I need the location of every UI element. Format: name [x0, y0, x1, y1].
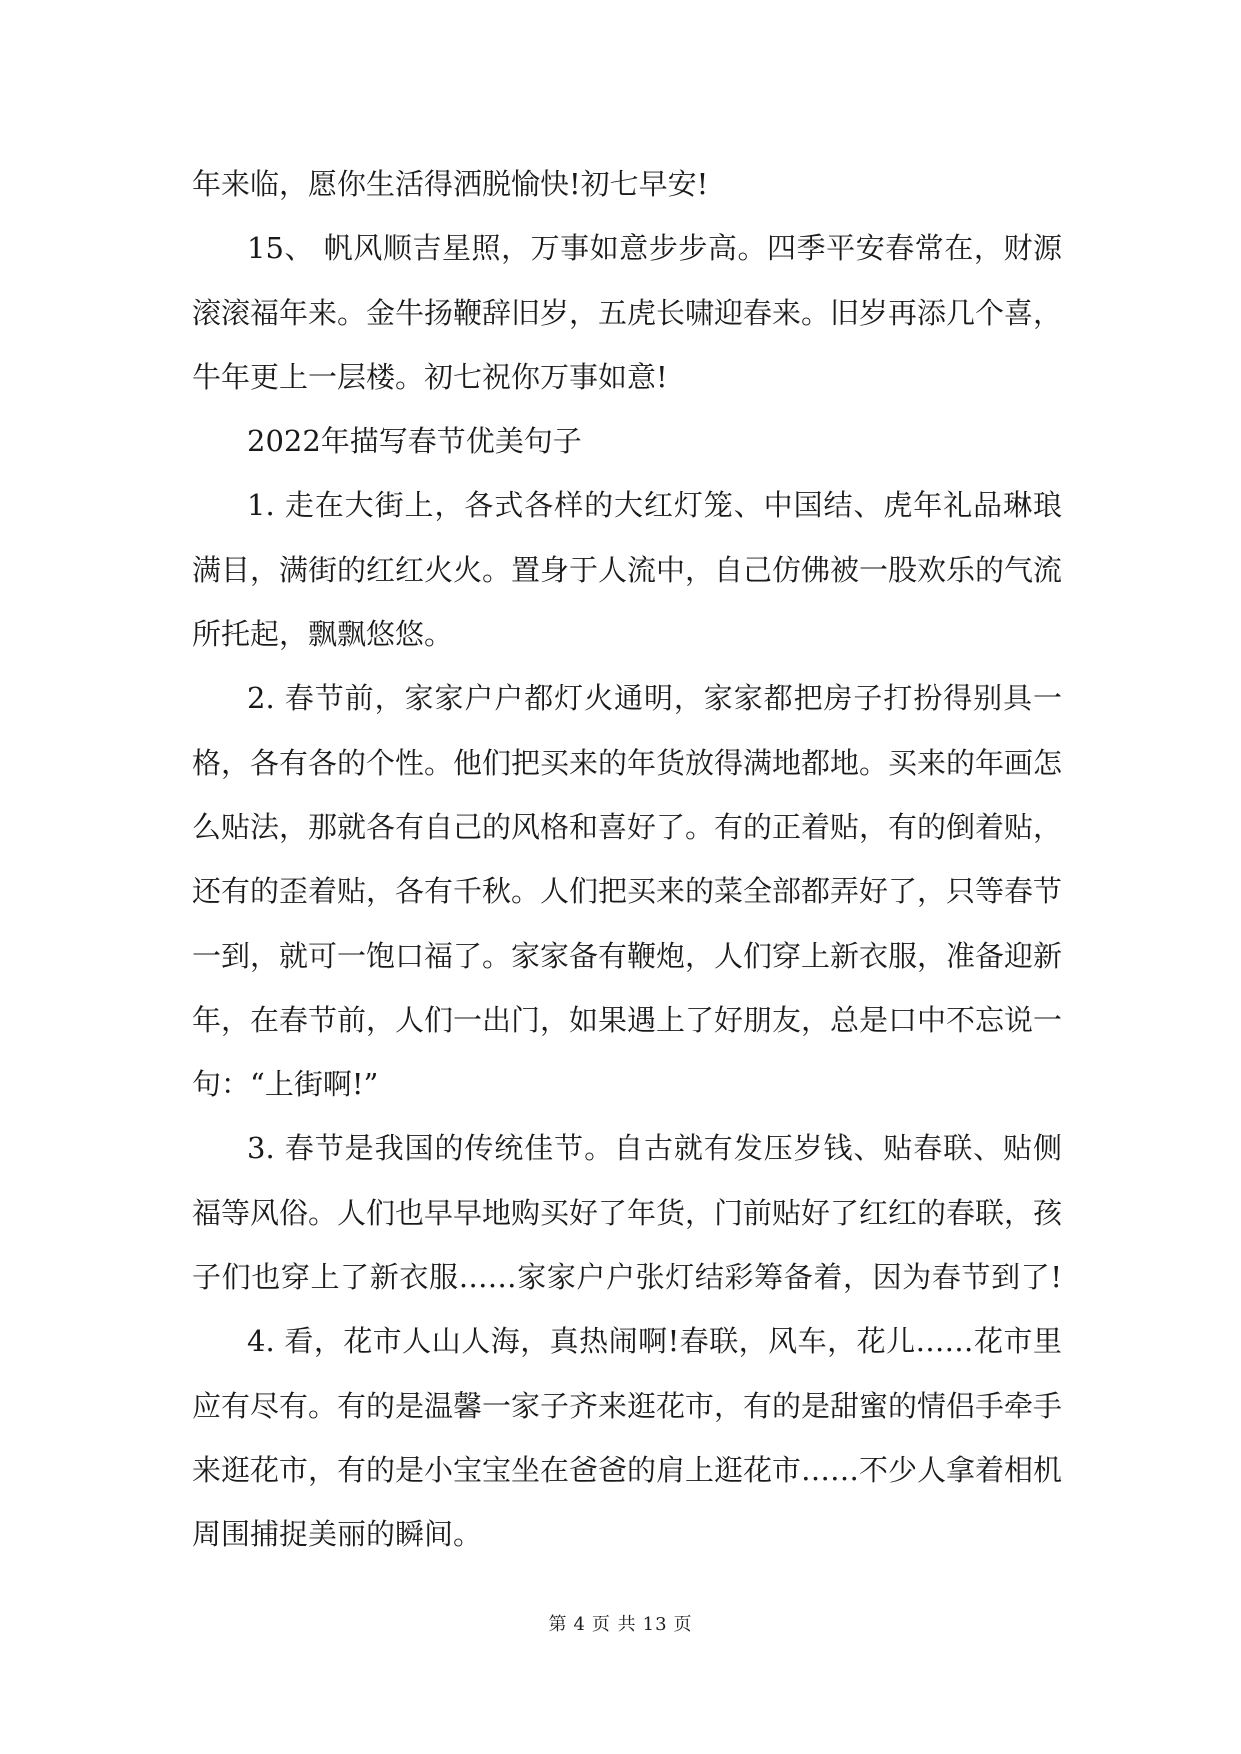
footer-middle: 页 共 — [591, 1614, 637, 1635]
paragraph-line: 子们也穿上了新衣服……家家户户张灯结彩筹备着，因为春节到了! — [192, 1260, 1062, 1295]
paragraph-line: 应有尽有。有的是温馨一家子齐来逛花市，有的是甜蜜的情侣手牵手 — [192, 1388, 1063, 1423]
paragraph-line: 年，在春节前，人们一出门，如果遇上了好朋友，总是口中不忘说一 — [192, 1002, 1063, 1037]
paragraph-line: 还有的歪着贴，各有千秋。人们把买来的菜全部都弄好了，只等春节 — [192, 874, 1063, 909]
page-total: 13 — [642, 1614, 668, 1635]
page-number: 4 — [573, 1614, 586, 1635]
paragraph-line: 一到，就可一饱口福了。家家备有鞭炮，人们穿上新衣服，准备迎新 — [192, 938, 1063, 973]
section-heading: 2022年描写春节优美句子 — [247, 424, 582, 459]
paragraph-line: 3. 春节是我国的传统佳节。自古就有发压岁钱、贴春联、贴侧 — [247, 1131, 1062, 1166]
document-body — [192, 152, 1062, 1567]
paragraph-line: 周围捕捉美丽的瞬间。 — [192, 1517, 483, 1552]
paragraph-line: 年来临，愿你生活得洒脱愉快!初七早安! — [192, 167, 709, 201]
paragraph-line: 么贴法，那就各有自己的风格和喜好了。有的正着贴，有的倒着贴， — [192, 809, 1063, 844]
paragraph-line: 2. 春节前，家家户户都灯火通明，家家都把房子打扮得别具一 — [247, 681, 1062, 716]
paragraph-line: 牛年更上一层楼。初七祝你万事如意! — [192, 359, 668, 394]
paragraph-line: 所托起，飘飘悠悠。 — [192, 617, 454, 652]
paragraph-line: 来逛花市，有的是小宝宝坐在爸爸的肩上逛花市……不少人拿着相机 — [192, 1452, 1063, 1487]
footer-suffix: 页 — [673, 1614, 693, 1635]
paragraph-line: 福等风俗。人们也早早地购买好了年货，门前贴好了红红的春联，孩 — [192, 1195, 1063, 1230]
paragraph-line: 满目，满街的红红火火。置身于人流中，自己仿佛被一股欢乐的气流 — [192, 552, 1063, 587]
paragraph-line: 句：“上街啊!” — [192, 1067, 379, 1102]
paragraph-line: 滚滚福年来。金牛扬鞭辞旧岁，五虎长啸迎春来。旧岁再添几个喜， — [192, 295, 1063, 330]
page-footer — [0, 1610, 1241, 1636]
paragraph-line: 1. 走在大街上，各式各样的大红灯笼、中国结、虎年礼品琳琅 — [247, 488, 1062, 523]
paragraph-line: 4. 看，花市人山人海，真热闹啊!春联，风车，花儿……花市里 — [247, 1324, 1062, 1359]
paragraph-line: 格，各有各的个性。他们把买来的年货放得满地都地。买来的年画怎 — [192, 745, 1063, 780]
footer-prefix: 第 — [548, 1614, 568, 1635]
paragraph-line: 15、 帆风顺吉星照，万事如意步步高。四季平安春常在，财源 — [247, 231, 1062, 266]
